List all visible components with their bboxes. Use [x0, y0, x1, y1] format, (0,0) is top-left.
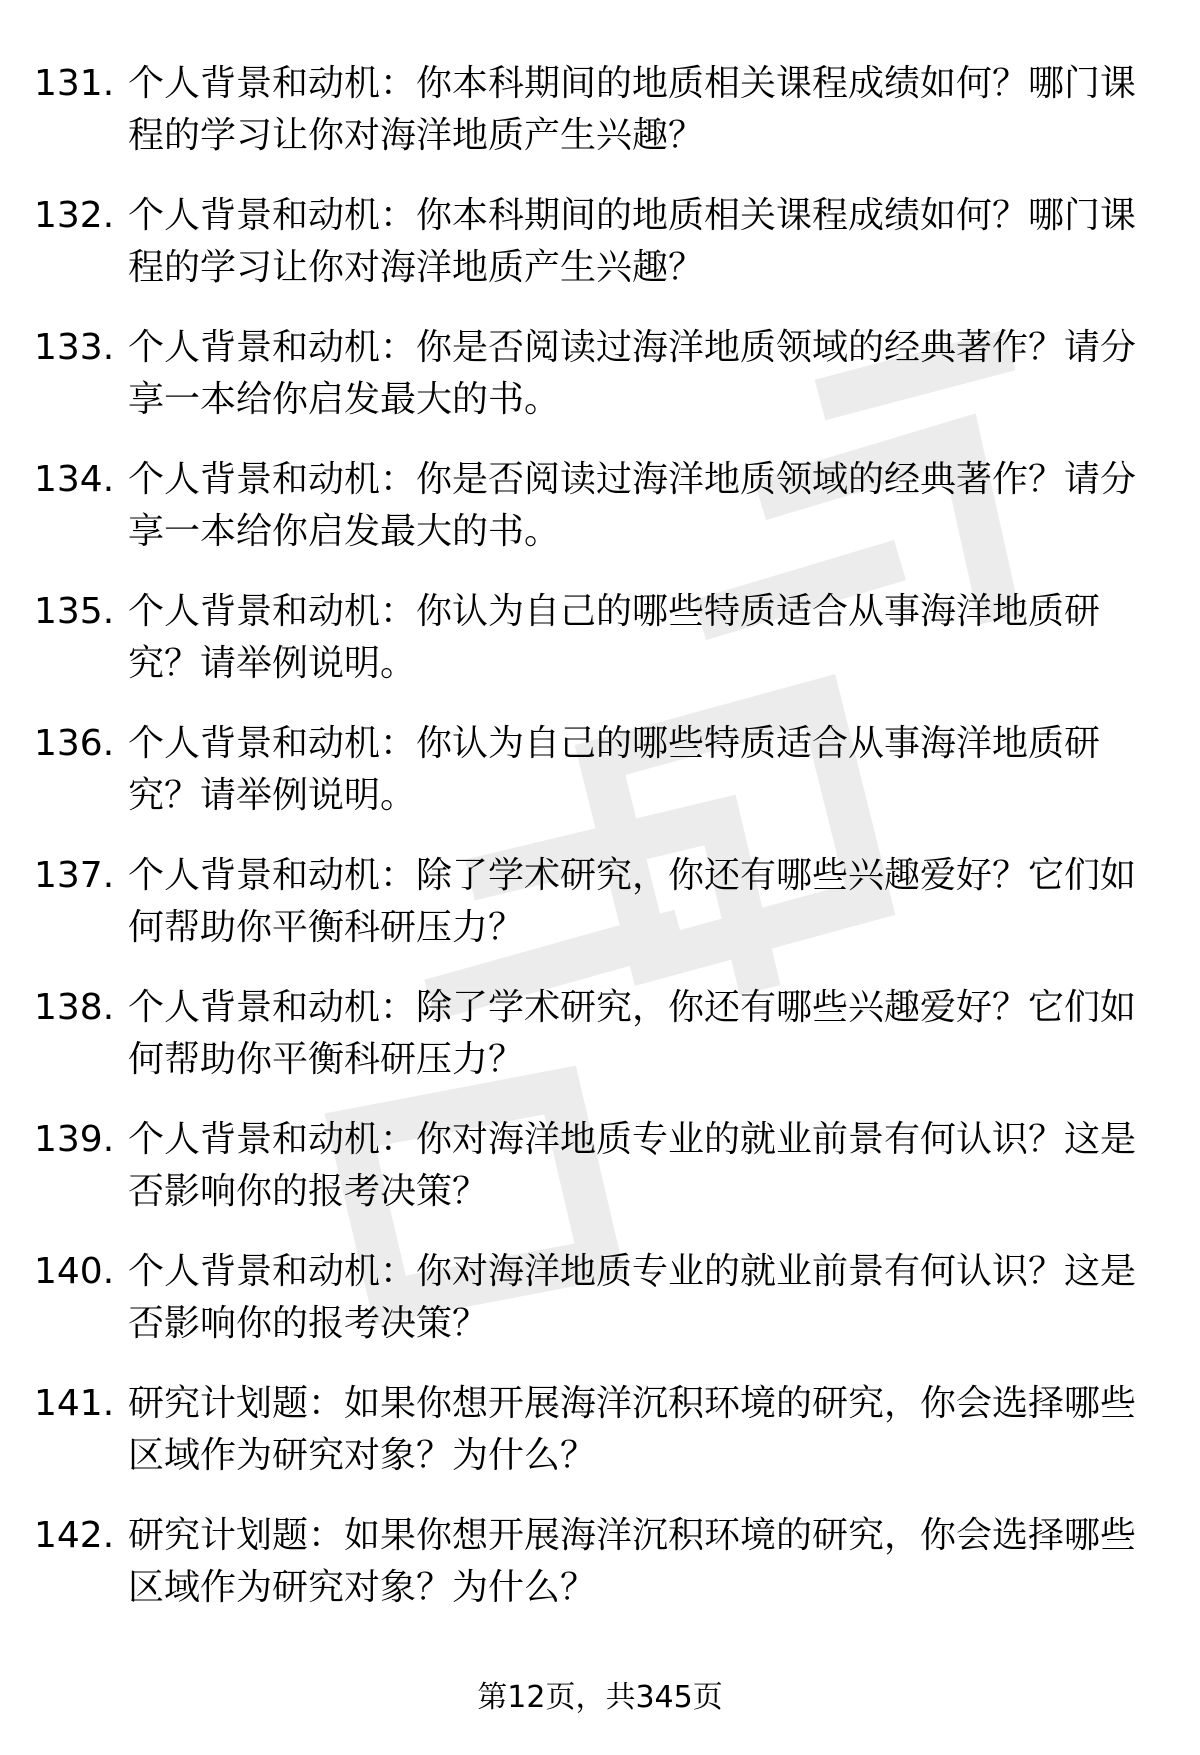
- question-text: 个人背景和动机：你认为自己的哪些特质适合从事海洋地质研究？请举例说明。: [128, 591, 1101, 684]
- question-text: 研究计划题：如果你想开展海洋沉积环境的研究，你会选择哪些区域作为研究对象？为什么？: [128, 1515, 1137, 1608]
- question-item: [0, 322, 1200, 454]
- question-number: 140.: [34, 1251, 115, 1292]
- question-item: [0, 58, 1200, 190]
- question-number: 142.: [34, 1515, 115, 1556]
- question-item: [0, 850, 1200, 982]
- question-text: 研究计划题：如果你想开展海洋沉积环境的研究，你会选择哪些区域作为研究对象？为什么？: [128, 1383, 1137, 1476]
- question-item: [0, 190, 1200, 322]
- question-text: 个人背景和动机：除了学术研究，你还有哪些兴趣爱好？它们如何帮助你平衡科研压力？: [128, 987, 1137, 1080]
- question-item: [0, 1510, 1200, 1642]
- question-item: [0, 586, 1200, 718]
- question-number: 132.: [34, 195, 115, 236]
- question-text: 个人背景和动机：你本科期间的地质相关课程成绩如何？哪门课程的学习让你对海洋地质产生兴趣？: [128, 63, 1137, 156]
- question-text: 个人背景和动机：你对海洋地质专业的就业前景有何认识？这是否影响你的报考决策？: [128, 1119, 1137, 1212]
- question-text: 个人背景和动机：除了学术研究，你还有哪些兴趣爱好？它们如何帮助你平衡科研压力？: [128, 855, 1137, 948]
- page-footer: 第12页，共345页: [477, 1680, 723, 1715]
- question-number: 138.: [34, 987, 115, 1028]
- question-number: 131.: [34, 63, 115, 104]
- question-number: 137.: [34, 855, 115, 896]
- question-number: 133.: [34, 327, 115, 368]
- question-text: 个人背景和动机：你是否阅读过海洋地质领域的经典著作？请分享一本给你启发最大的书。: [128, 327, 1137, 420]
- question-text: 个人背景和动机：你是否阅读过海洋地质领域的经典著作？请分享一本给你启发最大的书。: [128, 459, 1137, 552]
- question-item: [0, 718, 1200, 850]
- question-text: 个人背景和动机：你认为自己的哪些特质适合从事海洋地质研究？请举例说明。: [128, 723, 1101, 816]
- question-number: 141.: [34, 1383, 115, 1424]
- question-number: 134.: [34, 459, 115, 500]
- question-number: 139.: [34, 1119, 115, 1160]
- question-text: 个人背景和动机：你对海洋地质专业的就业前景有何认识？这是否影响你的报考决策？: [128, 1251, 1137, 1344]
- question-item: [0, 1246, 1200, 1378]
- question-number: 135.: [34, 591, 115, 632]
- question-item: [0, 1378, 1200, 1510]
- question-number: 136.: [34, 723, 115, 764]
- question-text: 个人背景和动机：你本科期间的地质相关课程成绩如何？哪门课程的学习让你对海洋地质产生兴趣？: [128, 195, 1137, 288]
- question-item: [0, 982, 1200, 1114]
- question-item: [0, 1114, 1200, 1246]
- question-item: [0, 454, 1200, 586]
